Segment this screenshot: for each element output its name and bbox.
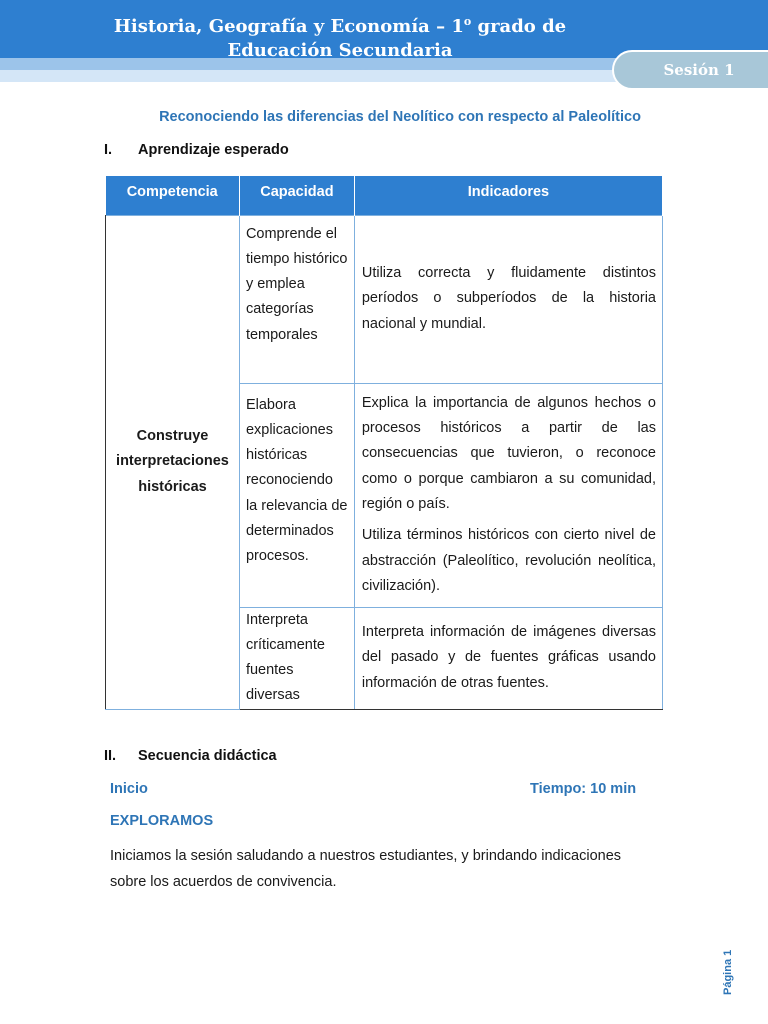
- title-line2: Educación Secundaria: [227, 40, 453, 61]
- body-paragraph: Iniciamos la sesión saludando a nuestros estudiantes, y brindando indicaciones sobre los acuerdos de convivencia.: [110, 848, 622, 890]
- tiempo-label: Tiempo: 10 min: [530, 781, 637, 797]
- header-competencia: Competencia: [106, 176, 240, 215]
- capacidad-cell: Elabora explicaciones históricas reconociendo la relevancia de determinados procesos.: [239, 383, 354, 607]
- header-indicadores: Indicadores: [354, 176, 662, 215]
- indicador-text: Interpreta información de imágenes diversas del pasado y de fuentes gráficas usando información de otras fuentes.: [361, 624, 656, 691]
- indicadores-cell: [354, 383, 662, 607]
- indicador-text: Explica la importancia de algunos hechos o procesos históricos a partir de las consecuencias que tuvieron, o reconoce como o porque cambiaron a su comunidad, región o país.: [361, 394, 656, 512]
- section-number: I.: [104, 142, 113, 158]
- section-title: Secuencia didáctica: [138, 748, 277, 764]
- capacidad-cell: Comprende el tiempo histórico y emplea categorías temporales: [239, 215, 354, 383]
- competencia-cell: Construye interpretaciones históricas: [106, 215, 240, 709]
- indicador-text: Utiliza términos históricos con cierto nivel de abstracción (Paleolítico, revolución neolítica, civilización).: [361, 527, 656, 594]
- session-label: Sesión 1: [663, 61, 735, 79]
- indicadores-cell: [354, 215, 662, 383]
- table-header-row: [106, 176, 663, 215]
- title-superscript: o: [463, 15, 472, 28]
- inicio-label: Inicio: [110, 781, 148, 797]
- table-row: [106, 215, 663, 383]
- header-capacidad: Capacidad: [239, 176, 354, 215]
- exploramos-heading: EXPLORAMOS: [110, 813, 214, 829]
- document-title: [90, 10, 590, 63]
- title-line1-end: grado de: [471, 16, 567, 37]
- section-heading-aprendizaje: [104, 142, 289, 158]
- section-number: II.: [104, 748, 117, 764]
- session-subtitle: Reconociendo las diferencias del Neolítico con respecto al Paleolítico: [159, 109, 641, 125]
- title-line1: Historia, Geografía y Economía – 1: [113, 16, 464, 37]
- capacidad-cell: Interpreta críticamente fuentes diversas: [239, 607, 354, 709]
- session-tab: [612, 50, 768, 90]
- section-heading-secuencia: [104, 748, 277, 764]
- indicador-text: Utiliza correcta y fluidamente distintos períodos o subperíodos de la historia nacional y mundial.: [361, 265, 656, 332]
- indicadores-cell: [354, 607, 662, 709]
- section-title: Aprendizaje esperado: [138, 142, 289, 158]
- page-number: Página 1: [722, 949, 734, 995]
- learning-table: [105, 176, 663, 710]
